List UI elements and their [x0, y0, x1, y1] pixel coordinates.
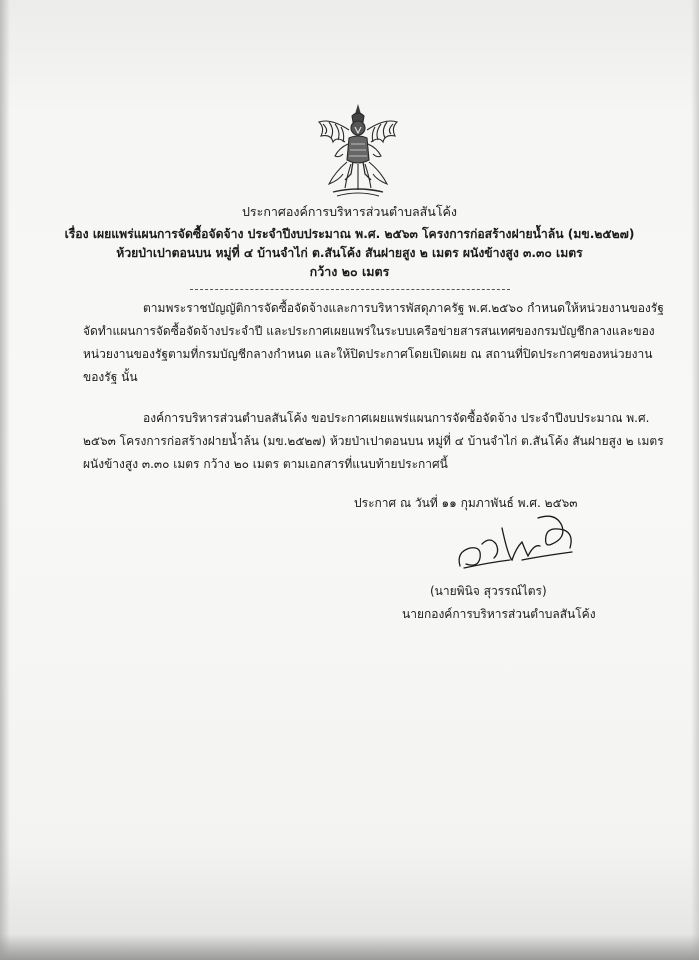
page-shadow-bottom: [0, 934, 699, 960]
garuda-emblem-icon: [311, 100, 405, 198]
signature-image: [452, 508, 582, 578]
subject-line-3: กว้าง ๒๐ เมตร: [309, 264, 390, 279]
paragraph-1-line-2: จัดทำแผนการจัดซื้อจัดจ้างประจำปี และประกาศเผยแพร่ในระบบเครือข่ายสารสนเทศของกรมบัญชีกลางและของ: [83, 324, 655, 338]
page-shadow-left: [0, 0, 10, 960]
signer-position: นายกองค์การบริหารส่วนตำบลสันโค้ง: [402, 607, 596, 621]
paragraph-1-line-4: ของรัฐ นั้น: [83, 370, 138, 384]
paragraph-2-line-3: ผนังข้างสูง ๓.๓๐ เมตร กว้าง ๒๐ เมตร ตามเอกสารที่แนบท้ายประกาศนี้: [83, 457, 448, 471]
paragraph-1-line-3: หน่วยงานของรัฐตามที่กรมบัญชีกลางกำหนด และให้ปิดประกาศโดยเปิดเผย ณ สถานที่ปิดประกาศของหน่วยงาน: [83, 347, 653, 361]
page-shadow-right: [691, 0, 699, 960]
signer-name: (นายพินิจ สุวรรณ์ไตร): [430, 584, 547, 598]
header-divider: [190, 289, 510, 290]
announcement-date: ประกาศ ณ วันที่ ๑๑ กุมภาพันธ์ พ.ศ. ๒๕๖๓: [354, 496, 578, 510]
subject-line-1: เรื่อง เผยแพร่แผนการจัดซื้อจัดจ้าง ประจำปีงบประมาณ พ.ศ. ๒๕๖๓ โครงการก่อสร้างฝายน้ำล้น (มข.๒๕๒๗): [64, 227, 635, 241]
paragraph-2-line-2: ๒๕๖๓ โครงการก่อสร้างฝายน้ำล้น (มข.๒๕๒๗) ห้วยป่าเปาตอนบน หมู่ที่ ๔ บ้านจำไก่ ต.สันโค้ง สันฝายสูง ๒ เมตร: [83, 434, 664, 448]
paragraph-1-line-1: ตามพระราชบัญญัติการจัดซื้อจัดจ้างและการบริหารพัสดุภาครัฐ พ.ศ.๒๕๖๐ กำหนดให้หน่วยงานของรัฐ: [143, 301, 664, 315]
org-title: ประกาศองค์การบริหารส่วนตำบลสันโค้ง: [241, 204, 458, 219]
paragraph-2-line-1: องค์การบริหารส่วนตำบลสันโค้ง ขอประกาศเผยแพร่แผนการจัดซื้อจัดจ้าง ประจำปีงบประมาณ พ.ศ.: [143, 411, 650, 425]
subject-line-2: ห้วยป่าเปาตอนบน หมู่ที่ ๔ บ้านจำไก่ ต.สันโค้ง สันฝายสูง ๒ เมตร ผนังข้างสูง ๓.๓๐ เมตร: [116, 246, 583, 260]
